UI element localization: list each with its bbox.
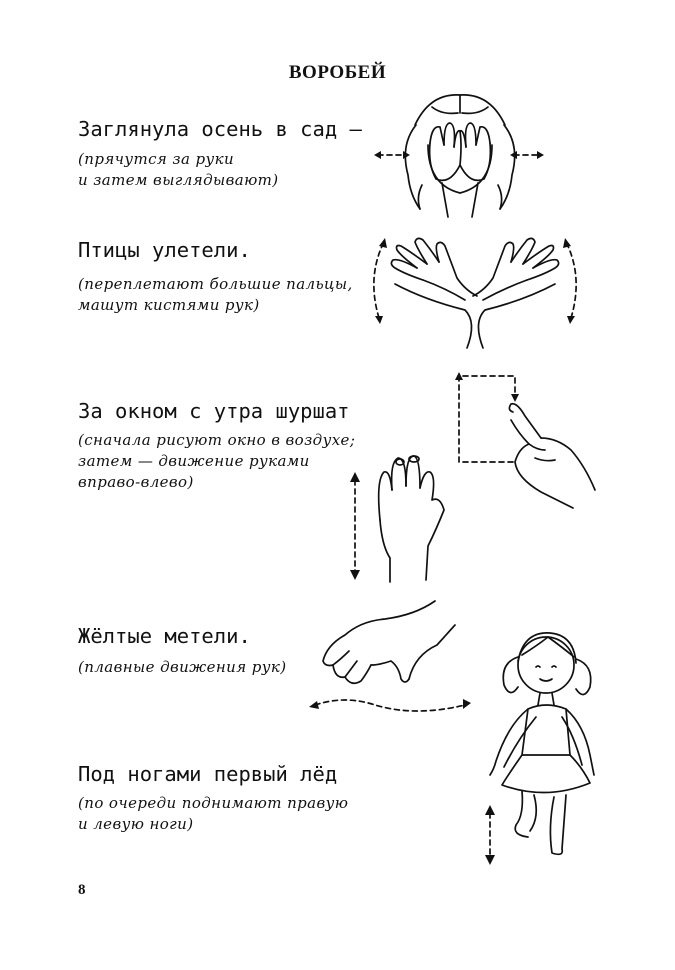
flowing-hand-illustration bbox=[305, 595, 480, 715]
verse-note-4-line-1: (плавные движения рук) bbox=[78, 658, 287, 676]
verse-line-1: Заглянула осень в сад — bbox=[78, 117, 362, 141]
open-hand-illustration bbox=[340, 450, 460, 590]
verse-line-3: За окном с утра шуршат bbox=[78, 399, 350, 423]
verse-note-5-line-1: (по очереди поднимают правую bbox=[78, 794, 349, 812]
bird-hands-illustration bbox=[365, 228, 585, 358]
page-number: 8 bbox=[78, 882, 86, 898]
verse-note-5 bbox=[78, 793, 348, 835]
verse-note-1-line-2: и затем выглядывают) bbox=[78, 171, 279, 189]
drawing-window-illustration bbox=[445, 370, 610, 520]
verse-note-2-line-2: машут кистями рук) bbox=[78, 296, 260, 314]
verse-note-5-line-2: и левую ноги) bbox=[78, 815, 194, 833]
verse-note-3-line-3: вправо-влево) bbox=[78, 473, 194, 491]
poem-title: ВОРОБЕЙ bbox=[288, 62, 387, 83]
verse-line-5: Под ногами первый лёд bbox=[78, 762, 338, 786]
girl-lifting-leg-illustration bbox=[478, 605, 608, 865]
verse-note-3-line-1: (сначала рисуют окно в воздухе; bbox=[78, 431, 356, 449]
verse-note-2-line-1: (переплетают большие пальцы, bbox=[78, 275, 353, 293]
verse-line-4: Жёлтые метели. bbox=[78, 624, 251, 648]
girl-hiding-behind-hands-illustration bbox=[370, 85, 550, 225]
verse-note-1-line-1: (прячутся за руки bbox=[78, 150, 235, 168]
verse-note-4 bbox=[78, 657, 286, 678]
verse-note-3-line-2: затем — движение руками bbox=[78, 452, 310, 470]
verse-line-2: Птицы улетели. bbox=[78, 238, 251, 262]
verse-note-2 bbox=[78, 274, 353, 316]
verse-note-1 bbox=[78, 149, 279, 191]
verse-note-3 bbox=[78, 430, 355, 493]
